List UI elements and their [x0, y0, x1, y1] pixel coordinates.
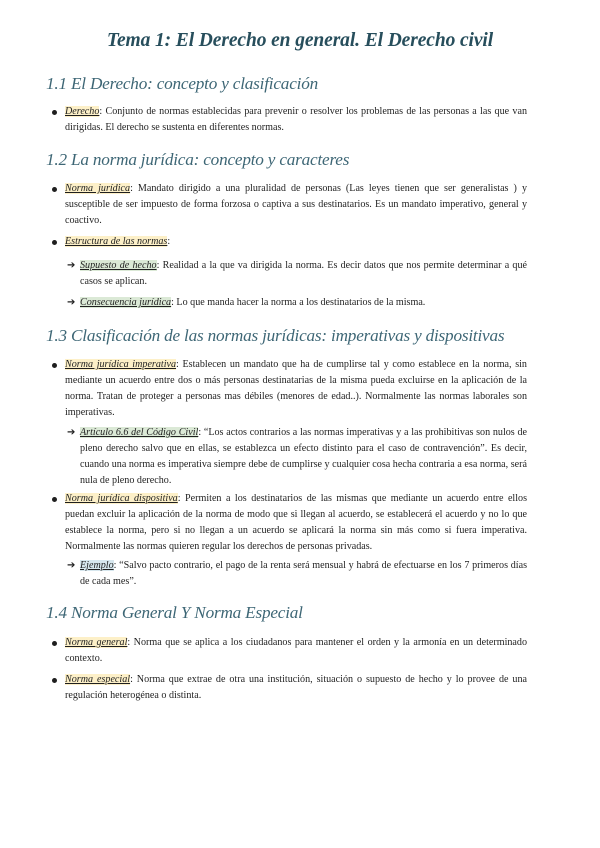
- definition: : Realidad a la que va dirigida la norma. Es decir datos que nos permite determinar a qué casos se aplican.: [80, 260, 527, 287]
- list-item: [65, 357, 527, 421]
- sub-list-item: [67, 258, 527, 290]
- term: Supuesto de hecho: [80, 260, 157, 271]
- term: Norma especial: [65, 674, 131, 685]
- sub-list-item: [67, 558, 527, 590]
- list-item: [65, 672, 527, 704]
- section-heading: 1.3 Clasificación de las normas jurídicas: imperativas y dispositivas: [46, 326, 505, 345]
- section-heading: 1.1 El Derecho: concepto y clasificación: [46, 74, 318, 93]
- list-item: [65, 181, 527, 229]
- definition: : Establecen un mandato que ha de cumplirse tal y como establece en la norma, sin mediante un acuerdo entre dos o más personas destinatarias de la misma pueda excluirse en la aplicación de la norma. Tratan de proteger a personas mas débiles (menores de edad..). Normalmente las normas laborales son imperativas.: [65, 359, 527, 418]
- definition: : Norma que se aplica a los ciudadanos para mantener el orden y la armonía en un determinado contexto.: [65, 637, 527, 664]
- definition: : “Salvo pacto contrario, el pago de la renta será mensual y habrá de efectuarse en los 7 primeros días de cada mes”.: [80, 560, 527, 587]
- term: Consecuencia jurídica: [80, 297, 172, 308]
- term: Norma jurídica imperativa: [65, 359, 177, 370]
- definition: : Conjunto de normas establecidas para prevenir o resolver los problemas de las personas a las que van dirigidas. El derecho se sustenta en diferentes normas.: [65, 106, 527, 133]
- document-title: Tema 1: El Derecho en general. El Derecho civil: [106, 30, 494, 51]
- definition: : Mandato dirigido a una pluralidad de personas (Las leyes tienen que ser generalistas ) y susceptible de ser impuesto de forma forzosa o captiva a sus destinatarios. Es un mandato imperativo, general y coactivo.: [65, 183, 527, 226]
- definition: : “Los actos contrarios a las normas imperativas y a las prohibitivas son nulos de pleno derecho salvo que en ellas, se establezca un efecto distinto para el caso de contravención”. Es decir, cuando una norma es imperativa siempre debe de cumplirse y cualquier cosa hecha contraria a esa norma, será nula de pleno derecho.: [80, 427, 527, 486]
- list-item: [65, 491, 527, 555]
- section-heading: 1.2 La norma jurídica: concepto y caracteres: [46, 150, 350, 169]
- term: Artículo 6.6 del Código Civil: [80, 427, 199, 438]
- arrow-icon: ➔: [67, 260, 76, 271]
- section-heading: 1.4 Norma General Y Norma Especial: [46, 603, 303, 622]
- sub-list-item: [67, 425, 527, 489]
- arrow-icon: ➔: [67, 297, 76, 308]
- arrow-icon: ➔: [67, 427, 76, 438]
- definition: : Norma que extrae de otra una institución, situación o supuesto de hecho y lo provee de una regulación heterogénea o distinta.: [65, 674, 527, 701]
- list-item: [65, 104, 527, 136]
- arrow-icon: ➔: [67, 560, 76, 571]
- list-item: [65, 234, 527, 250]
- term: Norma jurídica: [65, 183, 131, 194]
- term: Ejemplo: [80, 560, 114, 571]
- sub-list-item: [67, 295, 527, 311]
- term: Norma jurídica dispositiva: [65, 493, 178, 504]
- term: Estructura de las normas: [65, 236, 168, 247]
- definition: : Lo que manda hacer la norma a los destinatarios de la misma.: [171, 297, 426, 308]
- definition: : Permiten a los destinatarios de las mismas que mediante un acuerdo entre ellos puedan excluir la aplicación de la norma de modo que si llegan al acuerdo, se establecerá el acuerdo y no lo que establece la norma, pero si no llegan a un acuerdo se aplicará la norma sin más como si fuera imperativa. Normalmente las normas quieren regular los derechos de personas privadas.: [65, 493, 528, 552]
- definition: :: [167, 236, 171, 247]
- list-item: [65, 635, 527, 667]
- term: Derecho: [65, 106, 100, 117]
- term: Norma general: [65, 637, 128, 648]
